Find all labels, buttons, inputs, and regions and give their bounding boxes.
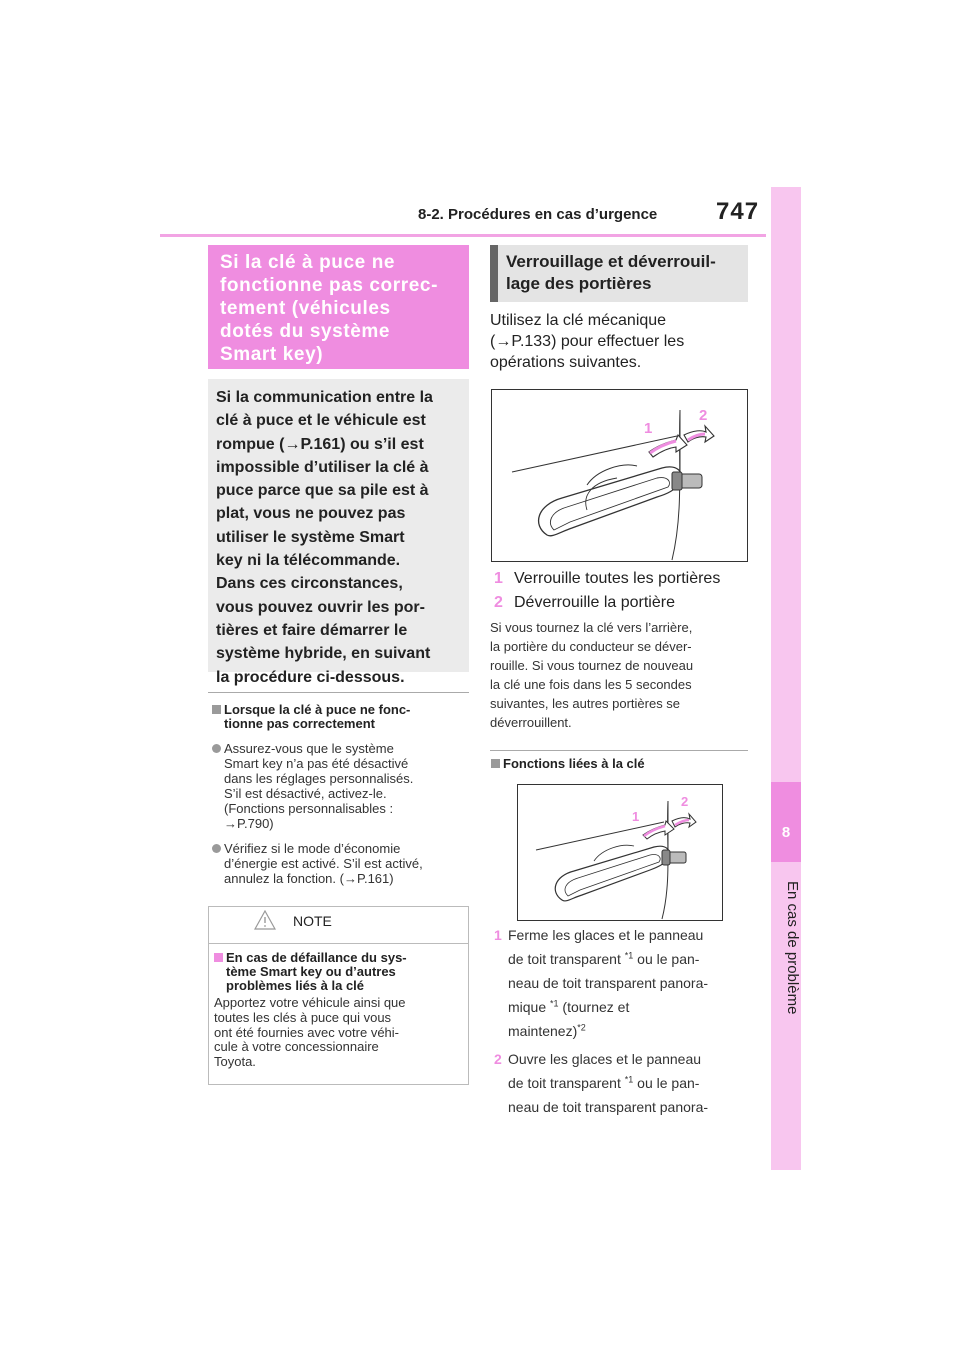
intro-line: plat, vous ne pouvez pas (216, 505, 406, 523)
note-heading: En cas de défaillance du sys- tème Smart key ou d’autres problèmes liés à la clé (214, 951, 466, 993)
square-bullet-icon (491, 759, 500, 768)
intro-line: clé à puce et le véhicule est (216, 412, 426, 430)
sub-heading: Fonctions liées à la clé (491, 757, 645, 771)
section-title: 8-2. Procédures en cas d’urgence (418, 206, 658, 223)
info-paragraph: Si vous tournez la clé vers l’arrière, la portière du conducteur se déver- rouille. Si vous tournez de nouveau la clé une fois dans les 5 secondes suivantes, les autres portières se déverrouillent. (490, 620, 694, 730)
note-label: NOTE (293, 913, 332, 929)
bullet-dot-icon (212, 844, 221, 853)
intro-line: key ni la télécommande. (216, 552, 401, 570)
door-handle-figure (491, 389, 748, 562)
item-text: Verrouille toutes les portières (514, 570, 721, 587)
divider (490, 750, 748, 751)
intro-line: puce parce que sa pile est à (216, 482, 429, 500)
door-handle-key-illustration (492, 390, 747, 561)
square-bullet-icon (212, 705, 221, 714)
step-2: 2 Ouvre les glaces et le panneau de toit transparent $^{*1}$ ou le pan- neau de toit transparent panora- (494, 1051, 709, 1115)
intro-text: Utilisez la clé mécanique (→P.133) pour effectuer les opérations suivantes. (490, 312, 685, 371)
figure-label-2: 2 (699, 407, 708, 424)
title-line: fonctionne pas correc- (220, 275, 439, 296)
section-title-box (490, 245, 748, 302)
warning-icon (254, 910, 276, 930)
title-line: tement (véhicules (220, 298, 391, 319)
title-line: dotés du système (220, 321, 391, 342)
note-divider (208, 943, 469, 944)
divider (208, 692, 469, 693)
header-divider (160, 234, 766, 237)
sub-heading: Lorsque la clé à puce ne fonc- tionne pas correctement (212, 703, 469, 731)
bullet-1: Assurez-vous que le système Smart key n’a pas été désactivé dans les réglages personnalisés. S’il est désactivé, activez-le. (Fonctions personnalisables : →P.790) (212, 741, 469, 831)
square-bullet-icon (214, 953, 223, 962)
intro-box (208, 379, 469, 686)
door-handle-figure-small (517, 784, 723, 921)
title-line: Verrouillage et déverrouil- (506, 252, 716, 271)
intro-line: la procédure ci-dessous. (216, 668, 405, 686)
chapter-number: 8 (781, 824, 791, 841)
step-1: 1 Ferme les glaces et le panneau de toit transparent $^{*1}$ ou le pan- neau de toit transparent panora- mique $^{*1}$ (tournez et maintenez)$^{*2}$ (494, 927, 709, 1039)
item-list: 1 Verrouille toutes les portières 2 Déverrouille la portière (494, 570, 721, 611)
intro-line: rompue (→P.161) ou s’il est (216, 435, 424, 453)
intro-line: tières et faire démarrer le (216, 621, 408, 639)
intro-line: impossible d’utiliser la clé à (216, 458, 429, 476)
bullet-dot-icon (212, 744, 221, 753)
intro-line: vous pouvez ouvrir les por- (216, 598, 425, 616)
intro-line: système hybride, en suivant (216, 645, 431, 663)
door-handle-key-illustration (518, 785, 722, 920)
page-number: 747 (716, 198, 760, 225)
item-text: Déverrouille la portière (514, 594, 675, 611)
title-line: lage des portières (506, 274, 652, 293)
intro-line: Dans ces circonstances, (216, 575, 403, 593)
title-line: Si la clé à puce ne (220, 252, 396, 273)
figure-label-1: 1 (632, 809, 640, 824)
chapter-number-box (771, 782, 801, 862)
section-title-box (208, 245, 469, 369)
figure-label-2: 2 (681, 794, 689, 809)
chapter-label: En cas de problème (784, 881, 801, 1015)
intro-line: utiliser le système Smart (216, 528, 405, 546)
bullet-2: Vérifiez si le mode d’économie d’énergie est activé. S’il est activé, annulez la fonction. (→P.161) (212, 841, 469, 886)
note-body: Apportez votre véhicule ainsi que toutes les clés à puce qui vous ont été fournies avec votre véhi- cule à votre concessionnaire Toyota. (214, 995, 406, 1070)
figure-label-1: 1 (644, 420, 653, 437)
intro-line: Si la communication entre la (216, 389, 433, 406)
title-line: Smart key) (220, 344, 324, 365)
